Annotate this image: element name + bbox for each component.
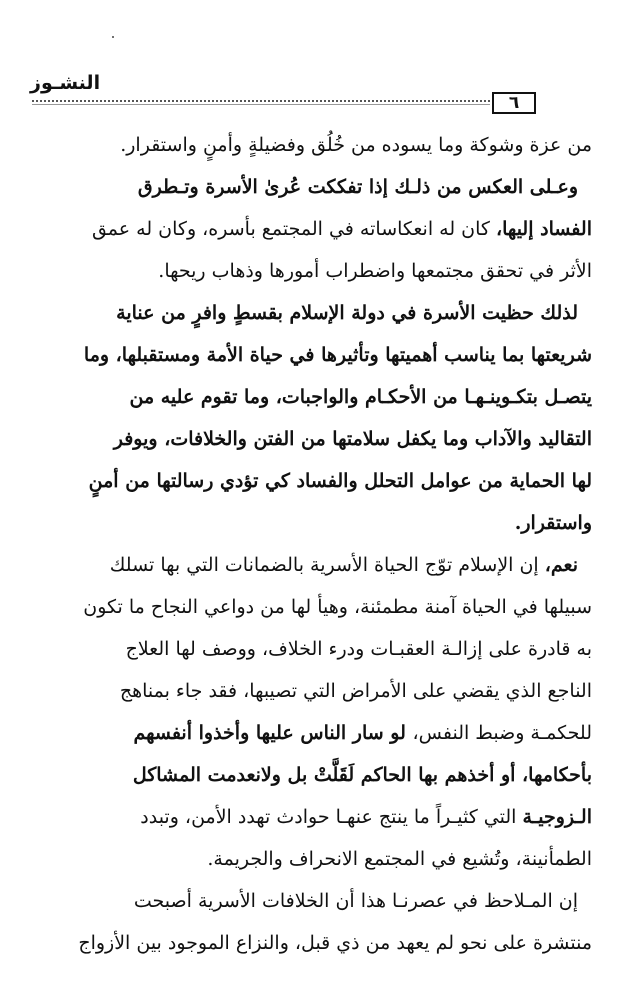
line-text: به قادرة على إزالـة العقبـات ودرء الخلاف، ووصف لها العلاج bbox=[125, 638, 592, 660]
text-line bbox=[32, 880, 592, 922]
line-text: التي كثيـراً ما ينتج عنهـا حوادث تهدد الأمن، وتبدد bbox=[140, 806, 523, 828]
text-line bbox=[32, 670, 592, 712]
text-line bbox=[32, 838, 592, 880]
text-line bbox=[32, 376, 592, 418]
text-line bbox=[32, 502, 592, 544]
text-line bbox=[32, 712, 592, 754]
text-line bbox=[32, 628, 592, 670]
line-text: لها الحماية من عوامل التحلل والفساد كي تؤدي رسالتها من أمنٍ bbox=[88, 470, 592, 492]
line-text: منتشرة على نحو لم يعهد من ذي قبل، والنزاع الموجود بين الأزواج bbox=[78, 932, 592, 954]
header-rule bbox=[32, 104, 490, 105]
line-text: إن الإسلام توّج الحياة الأسرية بالضمانات التي بها تسلك bbox=[109, 554, 545, 576]
body-text bbox=[32, 124, 592, 964]
line-text: واستقرار. bbox=[514, 512, 592, 534]
line-text: إن المـلاحظ في عصرنـا هذا أن الخلافات الأسرية أصبحت bbox=[133, 890, 578, 912]
text-line bbox=[32, 250, 592, 292]
text-line bbox=[32, 922, 592, 964]
line-text: سبيلها في الحياة آمنة مطمئنة، وهيأ لها من دواعي النجاح ما تكون bbox=[83, 596, 592, 618]
line-text: يتصـل بتكـوينـهـا من الأحكـام والواجبات، وما تقوم عليه من bbox=[129, 386, 592, 408]
text-line bbox=[32, 334, 592, 376]
line-text: التقاليد والآداب وما يكفل سلامتها من الفتن والخلافات، ويوفر bbox=[113, 428, 592, 450]
line-text: للحكمـة وضبط النفس، bbox=[412, 722, 592, 744]
text-line bbox=[32, 166, 592, 208]
bold-lead: الـزوجيـة bbox=[522, 806, 592, 828]
line-text: كان له انعكاساته في المجتمع بأسره، وكان له عمق bbox=[91, 218, 497, 240]
line-text: وعـلى العكس من ذلـك إذا تفككت عُرىٰ الأسرة وتـطرق bbox=[137, 176, 578, 198]
text-line bbox=[32, 754, 592, 796]
line-text: الطمأنينة، وتُشيع في المجتمع الانحراف والجريمة. bbox=[207, 848, 592, 870]
line-text: من عزة وشوكة وما يسوده من خُلُق وفضيلةٍ وأمنٍ واستقرار. bbox=[120, 134, 592, 156]
text-line bbox=[32, 208, 592, 250]
line-text: بأحكامها، أو أخذهم بها الحاكم لَقَلَّتْ بل ولانعدمت المشاكل bbox=[132, 764, 592, 786]
text-line bbox=[32, 796, 592, 838]
text-line bbox=[32, 124, 592, 166]
line-text: لذلك حظيت الأسرة في دولة الإسلام بقسطٍ وافرٍ من عناية bbox=[116, 302, 578, 324]
header-rule-dotted bbox=[32, 100, 490, 102]
text-line bbox=[32, 292, 592, 334]
page-number: ٦ bbox=[492, 92, 536, 114]
bold-tail: لو سار الناس عليها وأخذوا أنفسهم bbox=[133, 722, 413, 744]
running-title: النشـوز bbox=[30, 72, 101, 94]
bold-lead: نعم، bbox=[544, 554, 578, 576]
bold-lead: الفساد إليها، bbox=[496, 218, 592, 240]
text-line bbox=[32, 460, 592, 502]
text-line bbox=[32, 544, 592, 586]
line-text: الناجع الذي يقضي على الأمراض التي تصيبها، فقد جاء بمناهج bbox=[119, 680, 592, 702]
line-text: الأثر في تحقق مجتمعها واضطراب أمورها وذهاب ريحها. bbox=[158, 260, 592, 282]
text-line bbox=[32, 418, 592, 460]
ink-speck bbox=[112, 36, 114, 38]
line-text: شريعتها بما يناسب أهميتها وتأثيرها في حياة الأمة ومستقبلها، وما bbox=[83, 344, 592, 366]
text-line bbox=[32, 586, 592, 628]
